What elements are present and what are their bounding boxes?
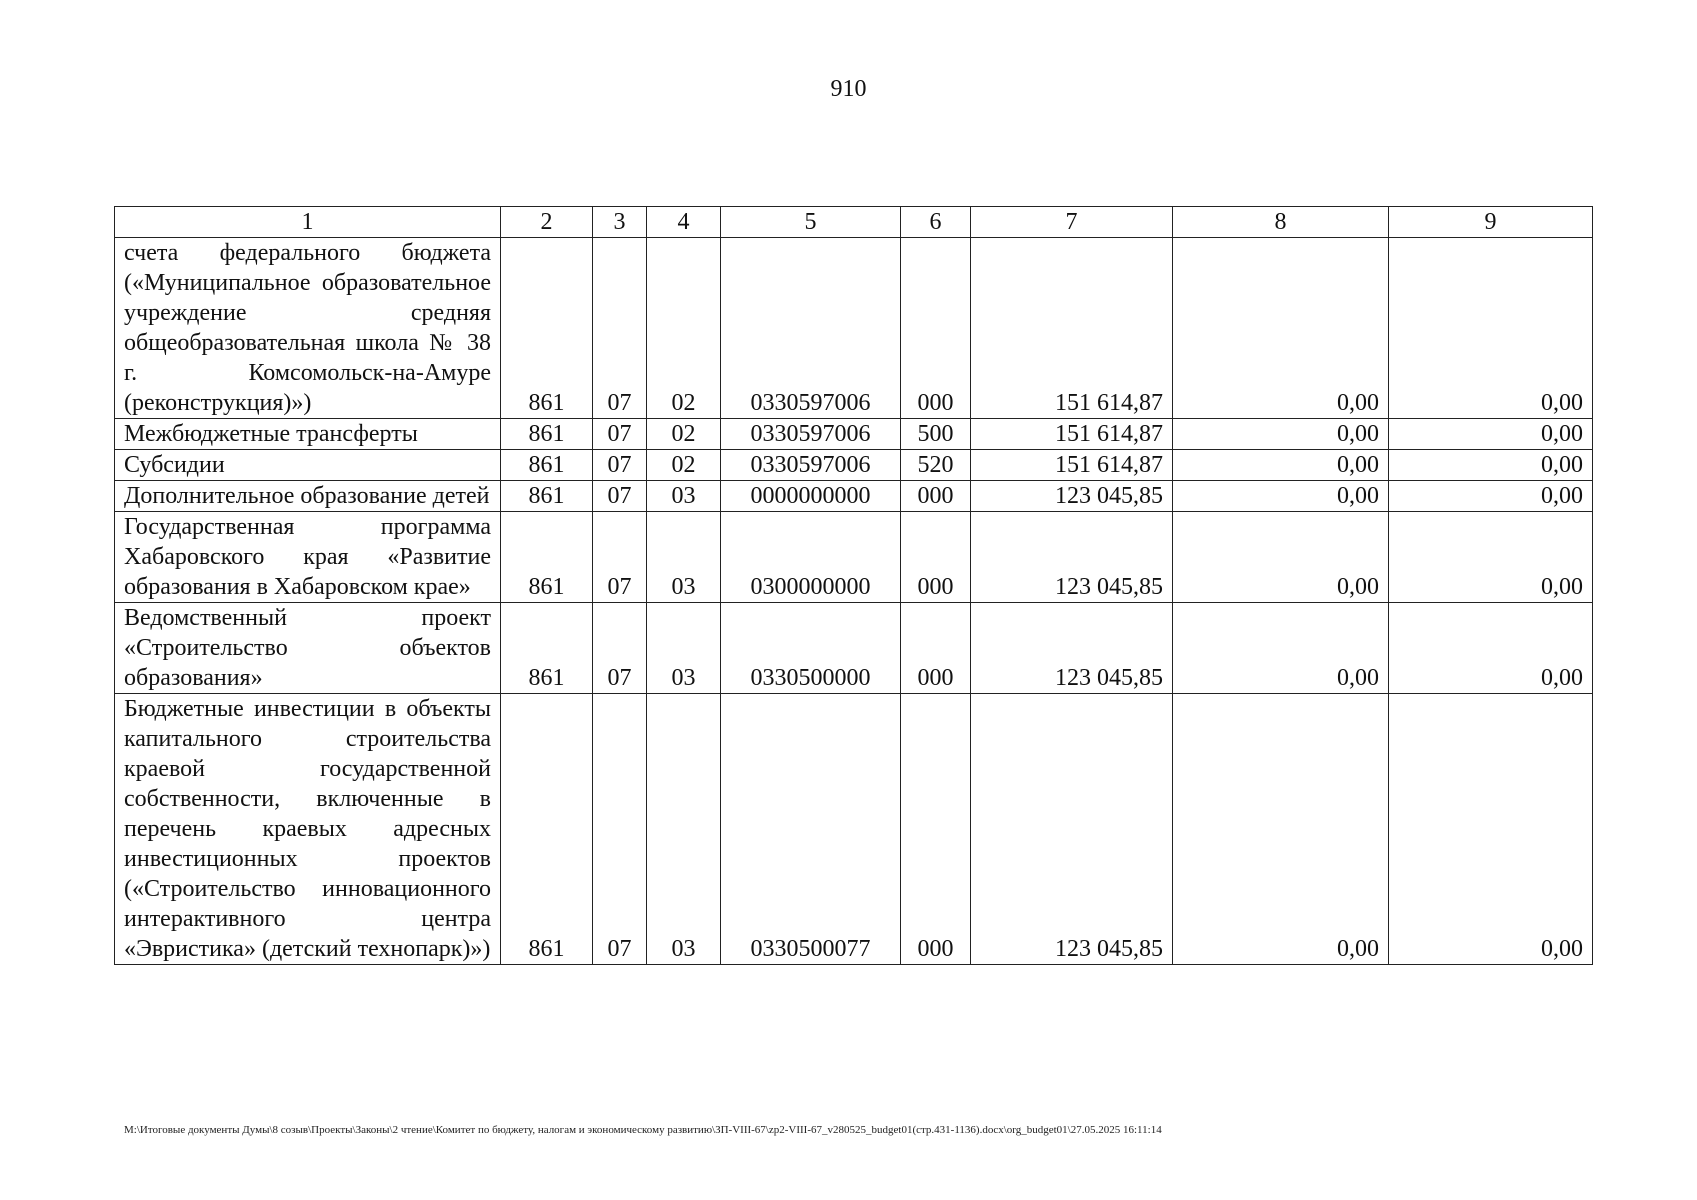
table-row [115, 238, 1593, 419]
cell-col8: 0,00 [1173, 481, 1389, 512]
page-number: 910 [830, 76, 867, 102]
cell-col3: 07 [593, 512, 647, 603]
cell-col2: 861 [501, 450, 593, 481]
table-row [115, 694, 1593, 965]
table-header-row [115, 207, 1593, 238]
table-row [115, 481, 1593, 512]
column-header-8: 8 [1173, 207, 1389, 238]
row-name: Субсидии [115, 450, 501, 481]
row-name: Государственная программа Хабаровского края «Развитие образования в Хабаровском крае» [115, 512, 501, 603]
cell-col7: 123 045,85 [971, 512, 1173, 603]
cell-col4: 03 [647, 694, 721, 965]
cell-col2: 861 [501, 419, 593, 450]
cell-col4: 03 [647, 481, 721, 512]
cell-col8: 0,00 [1173, 419, 1389, 450]
row-name: счета федерального бюджета («Муниципальное образовательное учреждение средняя общеобразовательная школа № 38 г. Комсомольск-на-Амуре (реконструкция)») [115, 238, 501, 419]
cell-col7: 151 614,87 [971, 419, 1173, 450]
cell-col6: 000 [901, 512, 971, 603]
cell-col7: 151 614,87 [971, 450, 1173, 481]
column-header-3: 3 [593, 207, 647, 238]
cell-col2: 861 [501, 481, 593, 512]
cell-col3: 07 [593, 694, 647, 965]
cell-col8: 0,00 [1173, 603, 1389, 694]
cell-col5: 0330597006 [721, 238, 901, 419]
document-footer-path: М:\Итоговые документы Думы\8 созыв\Проекты\Законы\2 чтение\Комитет по бюджету, налогам и экономическому развитию\ЗП-VIII-67\zp2-VIII-67_v280525_budget01(стр.431-1136).docx\org_budget01\27.05.2025 16:11:14 [124, 1124, 1162, 1136]
cell-col5: 0000000000 [721, 481, 901, 512]
cell-col4: 02 [647, 238, 721, 419]
cell-col7: 123 045,85 [971, 481, 1173, 512]
row-name: Ведомственный проект «Строительство объектов образования» [115, 603, 501, 694]
cell-col5: 0300000000 [721, 512, 901, 603]
cell-col9: 0,00 [1389, 419, 1593, 450]
cell-col5: 0330500000 [721, 603, 901, 694]
cell-col3: 07 [593, 238, 647, 419]
row-name: Бюджетные инвестиции в объекты капитального строительства краевой государственной собственности, включенные в перечень краевых адресных инвестиционных проектов («Строительство инновационного интерактивного центра «Эвристика» (детский технопарк)») [115, 694, 501, 965]
cell-col3: 07 [593, 450, 647, 481]
cell-col6: 000 [901, 694, 971, 965]
cell-col3: 07 [593, 603, 647, 694]
cell-col4: 03 [647, 512, 721, 603]
column-header-1: 1 [115, 207, 501, 238]
table-row [115, 603, 1593, 694]
cell-col6: 000 [901, 481, 971, 512]
row-name: Межбюджетные трансферты [115, 419, 501, 450]
cell-col9: 0,00 [1389, 238, 1593, 419]
column-header-4: 4 [647, 207, 721, 238]
cell-col8: 0,00 [1173, 512, 1389, 603]
table-row [115, 512, 1593, 603]
cell-col2: 861 [501, 512, 593, 603]
cell-col2: 861 [501, 694, 593, 965]
column-header-7: 7 [971, 207, 1173, 238]
cell-col8: 0,00 [1173, 694, 1389, 965]
row-name: Дополнительное образование детей [115, 481, 501, 512]
cell-col7: 123 045,85 [971, 603, 1173, 694]
cell-col2: 861 [501, 238, 593, 419]
cell-col3: 07 [593, 481, 647, 512]
cell-col4: 02 [647, 419, 721, 450]
cell-col8: 0,00 [1173, 238, 1389, 419]
cell-col5: 0330597006 [721, 450, 901, 481]
cell-col2: 861 [501, 603, 593, 694]
table-row [115, 419, 1593, 450]
cell-col9: 0,00 [1389, 450, 1593, 481]
column-header-2: 2 [501, 207, 593, 238]
cell-col6: 000 [901, 238, 971, 419]
cell-col7: 123 045,85 [971, 694, 1173, 965]
column-header-6: 6 [901, 207, 971, 238]
cell-col5: 0330500077 [721, 694, 901, 965]
cell-col8: 0,00 [1173, 450, 1389, 481]
table-row [115, 450, 1593, 481]
budget-table [114, 206, 1593, 965]
column-header-5: 5 [721, 207, 901, 238]
cell-col6: 500 [901, 419, 971, 450]
column-header-9: 9 [1389, 207, 1593, 238]
cell-col9: 0,00 [1389, 603, 1593, 694]
cell-col5: 0330597006 [721, 419, 901, 450]
cell-col9: 0,00 [1389, 481, 1593, 512]
cell-col3: 07 [593, 419, 647, 450]
cell-col6: 000 [901, 603, 971, 694]
cell-col6: 520 [901, 450, 971, 481]
cell-col7: 151 614,87 [971, 238, 1173, 419]
cell-col4: 03 [647, 603, 721, 694]
cell-col9: 0,00 [1389, 694, 1593, 965]
cell-col4: 02 [647, 450, 721, 481]
cell-col9: 0,00 [1389, 512, 1593, 603]
